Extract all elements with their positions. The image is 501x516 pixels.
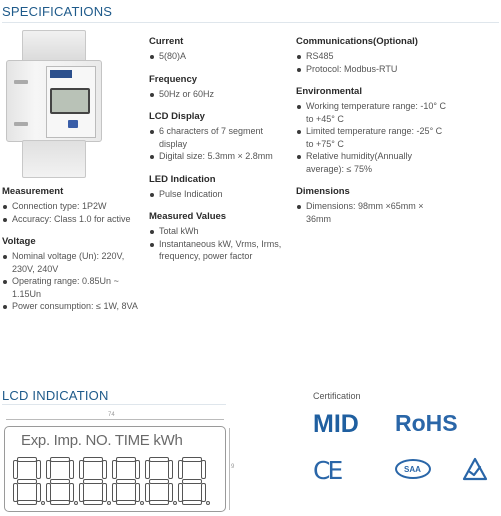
lcd-segment [46,460,51,479]
lcd-segment [36,460,41,479]
lcd-decimal-point [41,501,45,505]
list-item: Dimensions: 98mm ×65mm × 36mm [296,200,446,225]
lcd-segment [79,483,84,502]
lcd-segment [168,483,173,502]
meter-button [68,120,78,128]
lcd-segment [135,460,140,479]
lcd-segment [145,483,150,502]
lcd-decimal-point [173,501,177,505]
list-item: Limited temperature range: -25° C to +75° C [296,125,446,150]
measured-values-list [149,225,287,263]
saa-logo [395,459,431,479]
lcd-segment [182,479,202,484]
lcd-segment [102,460,107,479]
voltage-list [2,250,140,313]
lcd-digits [13,457,206,505]
lcd-digit [79,457,107,505]
lcd-decimal-point [206,501,210,505]
measurement-list [2,200,140,225]
lcd-segment [201,460,206,479]
lcd-segment [178,483,183,502]
list-item: 6 characters of 7 segment display [149,125,287,150]
lcd-segment [178,460,183,479]
meter-slot [14,122,28,126]
lcd-segment [46,483,51,502]
meter-slot [14,80,28,84]
lcd-segment [201,483,206,502]
lcd-segment [17,500,37,505]
lcd-height-dimension-line [229,428,230,510]
list-item: 50Hz or 60Hz [149,88,287,101]
lcd-segment [135,483,140,502]
list-item: Working temperature range: -10° C to +45° C [296,100,446,125]
current-list [149,50,287,63]
lcd-digit [13,457,41,505]
list-item: Accuracy: Class 1.0 for active [2,213,140,226]
lcd-width-dimension-line [6,419,224,420]
lcd-segment [50,457,70,462]
lcd-segment [116,500,136,505]
mid-logo: MID [313,410,359,438]
lcd-segment [145,460,150,479]
lcd-segment [83,479,103,484]
lcd-segment [116,457,136,462]
lcd-segment [69,460,74,479]
rohs-logo: RoHS [395,410,458,436]
lcd-width-dimension: 74 [108,412,115,418]
led-indication-heading: LED Indication [149,173,216,185]
energy-meter-illustration [4,30,104,180]
lcd-segment [149,500,169,505]
title-divider [2,22,499,23]
meter-brand-logo [50,70,72,78]
frequency-heading: Frequency [149,73,198,85]
ce-mark-logo: CE [313,456,341,485]
lcd-segment [13,460,18,479]
measured-values-heading: Measured Values [149,211,227,222]
list-item: Digital size: 5.3mm × 2.8mm [149,150,287,163]
lcd-title-divider [2,404,226,405]
list-item: Power consumption: ≤ 1W, 8VA [2,300,140,313]
lcd-segment [83,457,103,462]
spec-column-2 [149,36,287,274]
frequency-list [149,88,287,101]
list-item: Instantaneous kW, Vrms, Irms, frequency, power factor [149,238,287,263]
lcd-segment [13,483,18,502]
lcd-indication-title: LCD INDICATION [2,388,109,403]
lcd-digit [178,457,206,505]
environmental-heading: Environmental [296,86,362,97]
lcd-decimal-point [107,501,111,505]
lcd-segment [112,483,117,502]
lcd-segment [168,460,173,479]
current-heading: Current [149,36,184,47]
lcd-segment [83,500,103,505]
lcd-decimal-point [140,501,144,505]
specifications-title: SPECIFICATIONS [2,4,113,19]
list-item: Operating range: 0.85Un ~ 1.15Un [2,275,140,300]
certification-title: Certification [313,391,361,401]
lcd-digit [46,457,74,505]
lcd-segment [149,479,169,484]
lcd-digit [145,457,173,505]
lcd-indicator-labels: Exp. Imp. NO. TIME kWh [21,432,183,449]
lcd-height-dimension: 9 [231,464,235,470]
list-item: Total kWh [149,225,287,238]
lcd-segment [50,500,70,505]
lcd-display-list [149,125,287,163]
lcd-segment [112,460,117,479]
communications-heading: Communications(Optional) [296,36,418,47]
lcd-segment [182,500,202,505]
lcd-decimal-point [74,501,78,505]
lcd-indication-diagram [4,426,226,512]
meter-bottom-terminal [22,140,86,178]
lcd-segment [69,483,74,502]
lcd-segment [182,457,202,462]
list-item: Nominal voltage (Un): 220V, 230V, 240V [2,250,140,275]
rcm-mark-icon [462,457,488,481]
dimensions-list [296,200,446,225]
lcd-digit [112,457,140,505]
meter-top-terminal [22,30,86,64]
lcd-segment [17,479,37,484]
list-item: Pulse Indication [149,188,287,201]
dimensions-heading: Dimensions [296,186,350,197]
measurement-heading: Measurement [2,186,64,197]
spec-column-3 [296,36,446,236]
list-item: Protocol: Modbus-RTU [296,63,446,76]
saa-logo-text: SAA [404,465,421,474]
lcd-segment [50,479,70,484]
lcd-segment [79,460,84,479]
lcd-segment [149,457,169,462]
list-item: Relative humidity(Annually average): ≤ 75% [296,150,446,175]
spec-column-1 [2,186,140,324]
list-item: 5(80)A [149,50,287,63]
led-indication-list [149,188,287,201]
lcd-display-heading: LCD Display [149,111,205,122]
lcd-segment [17,457,37,462]
lcd-segment [116,479,136,484]
environmental-list [296,100,446,175]
communications-list [296,50,446,75]
lcd-segment [102,483,107,502]
list-item: Connection type: 1P2W [2,200,140,213]
meter-lcd-screen [50,88,90,114]
lcd-segment [36,483,41,502]
list-item: RS485 [296,50,446,63]
voltage-heading: Voltage [2,236,36,247]
